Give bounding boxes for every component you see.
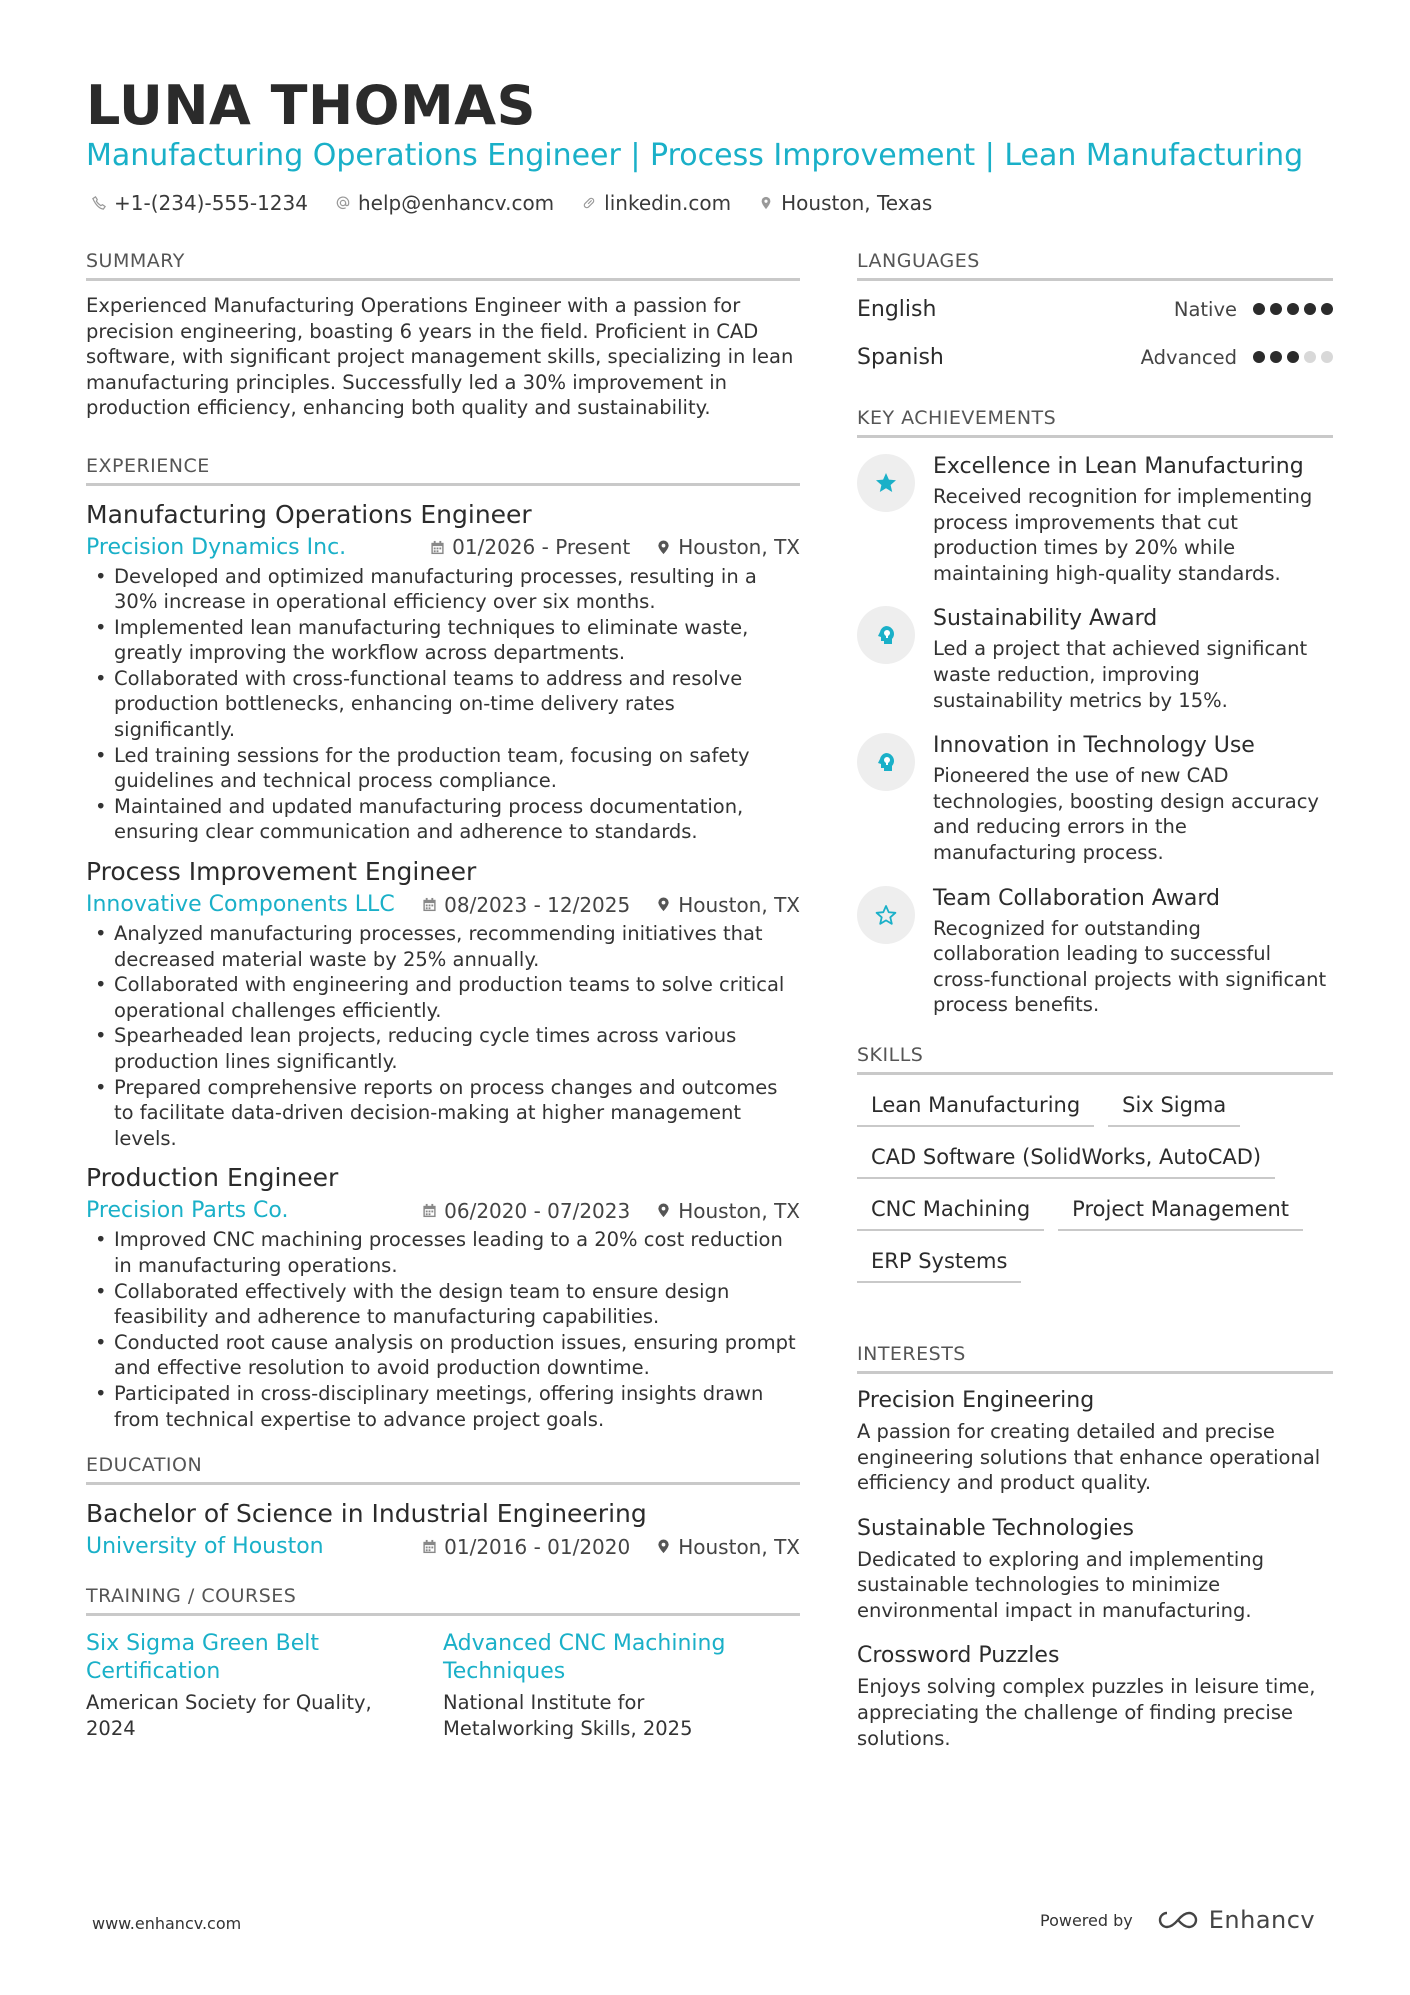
calendar-icon xyxy=(422,1203,437,1218)
calendar-icon xyxy=(422,1539,437,1554)
language-level: Native xyxy=(1173,297,1237,321)
powered-by-label: Powered by xyxy=(1040,1910,1133,1930)
achievement-title: Innovation in Technology Use xyxy=(933,733,1255,759)
section-title: TRAINING / COURSES xyxy=(86,1585,800,1616)
footer-website[interactable]: www.enhancv.com xyxy=(92,1914,242,1933)
bullet-item: • Collaborated with cross-functional teams to address and resolve production bottlenecks, enhancing on-time delivery rates significantly. xyxy=(86,666,800,743)
bullet-item: • Collaborated effectively with the design team to ensure design feasibility and adherence to manufacturing capabilities. xyxy=(86,1279,800,1330)
job-dates: 08/2023 - 12/2025 xyxy=(422,893,630,917)
at-icon xyxy=(336,196,350,210)
degree-title: Bachelor of Science in Industrial Engineering xyxy=(86,1499,647,1529)
section-title: EDUCATION xyxy=(86,1454,800,1485)
contact-phone: +1-(234)-555-1234 xyxy=(92,191,308,215)
dot-filled xyxy=(1270,303,1282,315)
skills-list xyxy=(857,1087,1333,1283)
skill-tag: Lean Manufacturing xyxy=(857,1091,1094,1127)
language-name: English xyxy=(857,296,937,322)
proficiency-dots xyxy=(1253,351,1333,363)
job-bullets xyxy=(86,564,800,846)
achievement-entry xyxy=(857,606,1333,713)
bullet-item: • Prepared comprehensive reports on process changes and outcomes to facilitate data-driven decision-making at higher management levels. xyxy=(86,1075,800,1152)
course-org: National Institute for Metalworking Skills, 2025 xyxy=(443,1691,693,1740)
location-pin-icon xyxy=(656,897,671,912)
section-title: LANGUAGES xyxy=(857,250,1333,281)
lightbulb-head-icon xyxy=(857,606,915,664)
job-title: Process Improvement Engineer xyxy=(86,857,477,887)
achievement-desc: Recognized for outstanding collaboration leading to successful cross-functional projects with significant process benefits. xyxy=(933,916,1327,1017)
language-name: Spanish xyxy=(857,344,944,370)
language-level: Advanced xyxy=(1140,345,1237,369)
bullet-item: • Developed and optimized manufacturing processes, resulting in a 30% increase in operational efficiency over six months. xyxy=(86,564,800,615)
dot-filled xyxy=(1270,351,1282,363)
footer-branding xyxy=(1040,1906,1315,1934)
language-row xyxy=(857,285,1333,333)
course-org: American Society for Quality, 2024 xyxy=(86,1691,372,1740)
job-location: Houston, TX xyxy=(656,893,800,917)
job-dates: 06/2020 - 07/2023 xyxy=(422,1199,630,1223)
location-pin-icon xyxy=(656,1539,671,1554)
bullet-item: • Implemented lean manufacturing techniques to eliminate waste, greatly improving the workflow across departments. xyxy=(86,615,800,666)
course-entry xyxy=(86,1630,443,1741)
section-title: KEY ACHIEVEMENTS xyxy=(857,407,1333,438)
training-section xyxy=(86,1585,800,1741)
achievement-title: Sustainability Award xyxy=(933,606,1158,632)
achievement-desc: Received recognition for implementing process improvements that cut production times by 20% while maintaining high-quality standards. xyxy=(933,485,1313,585)
star-outline-icon xyxy=(857,886,915,944)
experience-entry xyxy=(86,1163,800,1432)
phone-icon xyxy=(92,196,106,210)
location-pin-icon xyxy=(656,540,671,555)
achievement-entry xyxy=(857,733,1333,865)
job-bullets xyxy=(86,1227,800,1432)
dot-filled xyxy=(1304,303,1316,315)
dot-filled xyxy=(1287,303,1299,315)
bullet-item: • Led training sessions for the production team, focusing on safety guidelines and technical process compliance. xyxy=(86,743,800,794)
job-meta xyxy=(86,535,800,560)
achievement-entry xyxy=(857,886,1333,1018)
interest-title: Sustainable Technologies xyxy=(857,1515,1134,1541)
job-bullets xyxy=(86,921,800,1151)
dot-filled xyxy=(1253,303,1265,315)
bullet-item: • Improved CNC machining processes leading to a 20% cost reduction in manufacturing operations. xyxy=(86,1227,800,1278)
contact-email[interactable]: help@enhancv.com xyxy=(336,191,554,215)
bullet-item: • Analyzed manufacturing processes, recommending initiatives that decreased material waste by 25% annually. xyxy=(86,921,800,972)
contact-linkedin[interactable]: linkedin.com xyxy=(582,191,731,215)
location-pin-icon xyxy=(759,196,773,210)
dot-empty xyxy=(1304,351,1316,363)
school-name: University of Houston xyxy=(86,1534,324,1560)
language-row xyxy=(857,333,1333,381)
section-title: SKILLS xyxy=(857,1044,1333,1075)
achievement-title: Excellence in Lean Manufacturing xyxy=(933,454,1304,479)
job-meta xyxy=(86,892,800,917)
experience-entry xyxy=(86,500,800,846)
section-title: SUMMARY xyxy=(86,250,800,281)
interest-desc: Enjoys solving complex puzzles in leisure time, appreciating the challenge of finding precise solutions. xyxy=(857,1675,1316,1750)
brand-name: Enhancv xyxy=(1208,1906,1316,1934)
interest-entry xyxy=(857,1516,1333,1624)
brand-logo[interactable] xyxy=(1155,1906,1315,1934)
job-location: Houston, TX xyxy=(656,535,800,559)
job-title: Manufacturing Operations Engineer xyxy=(86,499,532,529)
candidate-name: LUNA THOMAS xyxy=(86,74,536,137)
lightbulb-head-icon xyxy=(857,733,915,791)
languages-section xyxy=(857,250,1333,381)
bullet-item: • Participated in cross-disciplinary meetings, offering insights drawn from technical expertise to advance project goals. xyxy=(86,1381,800,1432)
achievement-entry xyxy=(857,454,1333,586)
achievements-section xyxy=(857,407,1333,1018)
interest-entry xyxy=(857,1643,1333,1751)
skill-tag: Project Management xyxy=(1058,1195,1303,1231)
dot-filled xyxy=(1253,351,1265,363)
star-filled-icon xyxy=(857,454,915,512)
interest-desc: A passion for creating detailed and precise engineering solutions that enhance operational efficiency and product quality. xyxy=(857,1419,1321,1495)
dot-filled xyxy=(1287,351,1299,363)
location-pin-icon xyxy=(656,1203,671,1218)
calendar-icon xyxy=(430,540,445,555)
course-title: Advanced CNC Machining Techniques xyxy=(443,1631,726,1685)
job-dates: 01/2026 - Present xyxy=(430,535,630,559)
bullet-item: • Spearheaded lean projects, reducing cycle times across various production lines significantly. xyxy=(86,1023,800,1074)
interest-title: Crossword Puzzles xyxy=(857,1643,1060,1669)
experience-entry xyxy=(86,857,800,1151)
summary-section xyxy=(86,250,800,421)
calendar-icon xyxy=(422,897,437,912)
contact-bar xyxy=(92,191,932,215)
education-meta xyxy=(86,1534,800,1559)
skills-section xyxy=(857,1044,1333,1283)
company-name: Innovative Components LLC xyxy=(86,892,395,918)
education-location: Houston, TX xyxy=(656,1535,800,1559)
job-title: Production Engineer xyxy=(86,1163,339,1193)
job-location: Houston, TX xyxy=(656,1199,800,1223)
job-meta xyxy=(86,1198,800,1223)
course-grid xyxy=(86,1630,800,1741)
skill-tag: CAD Software (SolidWorks, AutoCAD) xyxy=(857,1143,1275,1179)
summary-text: Experienced Manufacturing Operations Engineer with a passion for precision engineering, boasting 6 years in the field. Proficient in CAD software, with significant project management skills, specializing in lean manufacturing principles. Successfully led a 30% improvement in production efficiency, enhancing both quality and sustainability. xyxy=(86,294,794,419)
interest-entry xyxy=(857,1388,1333,1496)
section-title: INTERESTS xyxy=(857,1343,1333,1374)
course-entry xyxy=(443,1630,800,1741)
dot-filled xyxy=(1321,303,1333,315)
dot-empty xyxy=(1321,351,1333,363)
interest-title: Precision Engineering xyxy=(857,1387,1095,1413)
company-name: Precision Dynamics Inc. xyxy=(86,534,347,560)
education-section xyxy=(86,1454,800,1559)
bullet-item: • Collaborated with engineering and production teams to solve critical operational challenges efficiently. xyxy=(86,972,800,1023)
right-column xyxy=(857,250,1333,1771)
course-title: Six Sigma Green Belt Certification xyxy=(86,1631,320,1685)
link-icon xyxy=(582,196,596,210)
headline: Manufacturing Operations Engineer | Process Improvement | Lean Manufacturing xyxy=(86,138,1304,173)
skill-tag: Six Sigma xyxy=(1108,1091,1240,1127)
interests-section xyxy=(857,1343,1333,1751)
section-title: EXPERIENCE xyxy=(86,455,800,486)
achievement-desc: Pioneered the use of new CAD technologies, boosting design accuracy and reducing errors in the manufacturing process. xyxy=(933,764,1319,864)
enhancv-logo-icon xyxy=(1155,1909,1201,1931)
skill-tag: ERP Systems xyxy=(857,1247,1021,1283)
education-dates: 01/2016 - 01/2020 xyxy=(422,1535,630,1559)
bullet-item: • Conducted root cause analysis on production issues, ensuring prompt and effective resolution to avoid production downtime. xyxy=(86,1330,800,1381)
experience-section xyxy=(86,455,800,1433)
left-column xyxy=(86,250,800,1741)
company-name: Precision Parts Co. xyxy=(86,1198,289,1224)
contact-location: Houston, Texas xyxy=(759,191,932,215)
proficiency-dots xyxy=(1253,303,1333,315)
achievement-title: Team Collaboration Award xyxy=(933,885,1221,911)
interest-desc: Dedicated to exploring and implementing sustainable technologies to minimize environmental impact in manufacturing. xyxy=(857,1547,1265,1622)
bullet-item: • Maintained and updated manufacturing process documentation, ensuring clear communication and adherence to standards. xyxy=(86,794,800,845)
skill-tag: CNC Machining xyxy=(857,1195,1044,1231)
achievement-desc: Led a project that achieved significant waste reduction, improving sustainability metrics by 15%. xyxy=(933,637,1308,712)
